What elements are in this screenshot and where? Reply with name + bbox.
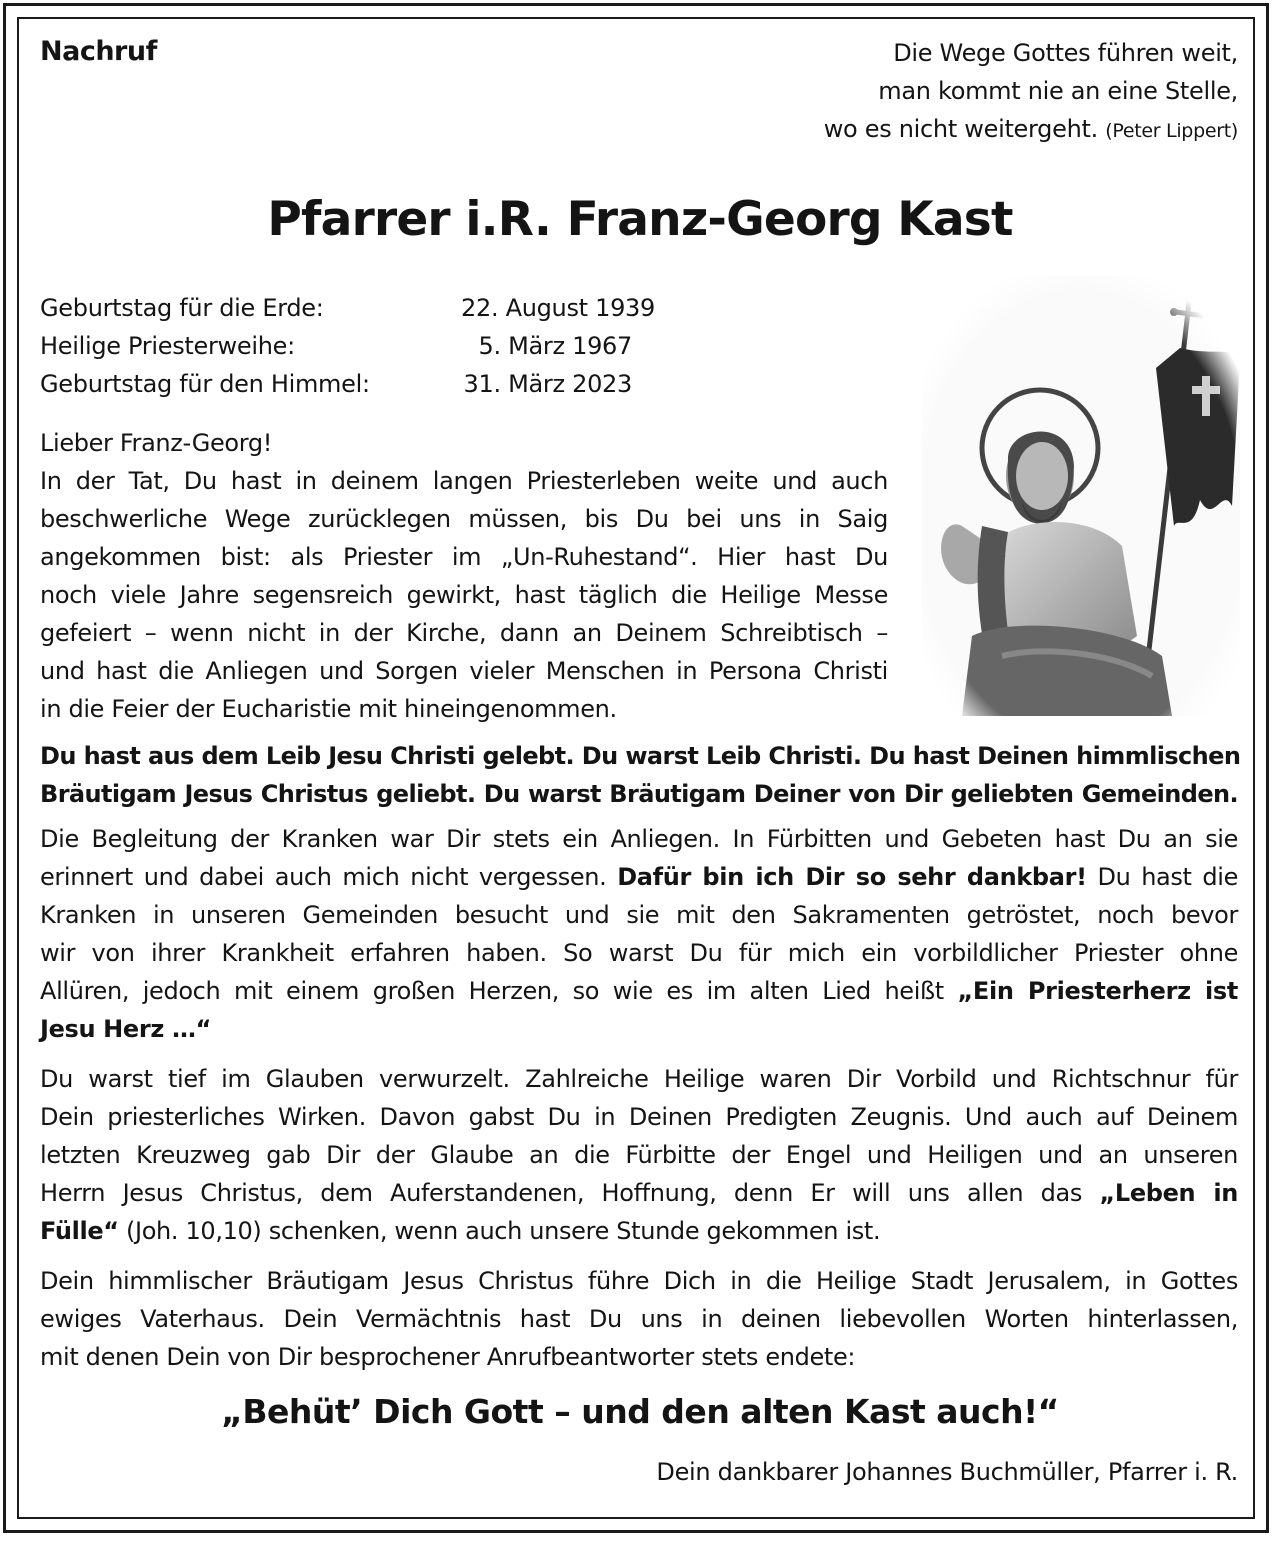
text-line: [40, 858, 1238, 896]
text-line: und hast die Anliegen und Sorgen vieler Menschen in Persona Christi: [40, 657, 888, 685]
text-line: Die Begleitung der Kranken war Dir stets ein Anliegen. In Fürbitten und Gebeten hast Du an sie: [40, 825, 1238, 853]
date-label: Heilige Priesterweihe:: [40, 332, 295, 360]
nachruf-label: Nachruf: [40, 36, 157, 67]
text-line: Dein himmlischer Bräutigam Jesus Christus führe Dich in die Heilige Stadt Jerusalem, in Gottes: [40, 1267, 1238, 1295]
text-line: Du hast aus dem Leib Jesu Christi gelebt. Du warst Leib Christi. Du hast Deinen himmlischen: [40, 742, 1241, 770]
bold-segment: „Leben in: [1099, 1179, 1238, 1207]
text-segment: Herrn Jesus Christus, dem Auferstandenen, Hoffnung, denn Er will uns allen das: [40, 1179, 1083, 1207]
text-line: wir von ihrer Krankheit erfahren haben. So warst Du für mich ein vorbildlicher Priester ohne: [40, 939, 1238, 967]
quote-author: (Peter Lippert): [1105, 120, 1238, 142]
quote-line: Die Wege Gottes führen weit,: [893, 39, 1238, 67]
date-row: [40, 327, 655, 365]
quote-line: man kommt nie an eine Stelle,: [878, 77, 1238, 105]
date-row: [40, 365, 655, 403]
salutation: Lieber Franz-Georg!: [40, 429, 272, 457]
text-line: [40, 972, 1238, 1010]
paragraph-intro: [40, 424, 888, 728]
text-segment: erinnert und dabei auch mich nicht vergessen.: [40, 863, 607, 891]
text-line: [40, 1010, 1238, 1048]
text-segment: Du hast die: [1097, 863, 1238, 891]
text-line: [40, 1212, 1238, 1250]
text-line: gefeiert – wenn nicht in der Kirche, dann an Deinem Schreibtisch –: [40, 619, 888, 647]
obituary-title: Pfarrer i.R. Franz-Georg Kast: [267, 192, 1013, 247]
text-line: mit denen Dein von Dir besprochener Anrufbeantworter stets endete:: [40, 1343, 856, 1371]
text-line: in die Feier der Eucharistie mit hineingenommen.: [40, 695, 617, 723]
paragraph-bold: [40, 737, 1241, 813]
text-line: Bräutigam Jesus Christus geliebt. Du warst Bräutigam Deiner von Dir geliebten Gemeinden.: [40, 780, 1238, 808]
risen-christ-with-banner-icon: [922, 276, 1240, 716]
paragraph-faith: [40, 1060, 1238, 1250]
text-line: angekommen bist: als Priester im „Un-Ruhestand“. Hier hast Du: [40, 543, 888, 571]
text-line: Du warst tief im Glauben verwurzelt. Zahlreiche Heilige waren Dir Vorbild und Richtschnur für: [40, 1065, 1238, 1093]
text-line: beschwerliche Wege zurücklegen müssen, bis Du bei uns in Saig: [40, 505, 888, 533]
bold-segment: Dafür bin ich Dir so sehr dankbar!: [617, 863, 1087, 891]
date-value: 31. März 2023: [463, 370, 632, 398]
signature-line: Dein dankbarer Johannes Buchmüller, Pfarrer i. R.: [656, 1458, 1238, 1486]
text-segment: Allüren, jedoch mit einem großen Herzen, so wie es im alten Lied heißt: [40, 977, 944, 1005]
date-label: Geburtstag für den Himmel:: [40, 370, 370, 398]
bold-segment: „Ein Priesterherz ist: [957, 977, 1238, 1005]
date-value: 5. März 1967: [478, 332, 632, 360]
text-line: Kranken in unseren Gemeinden besucht und sie mit den Sakramenten getröstet, noch bevor: [40, 901, 1238, 929]
text-line: ewiges Vaterhaus. Dein Vermächtnis hast Du uns in deinen liebevollen Worten hinterlassen,: [40, 1305, 1238, 1333]
text-line: noch viele Jahre segensreich gewirkt, hast täglich die Heilige Messe: [40, 581, 888, 609]
text-line: [40, 1174, 1238, 1212]
paragraph-farewell: [40, 1262, 1238, 1376]
date-row: [40, 289, 655, 327]
closing-quote: „Behüt’ Dich Gott – und den alten Kast auch!“: [221, 1392, 1059, 1431]
quote-line: wo es nicht weitergeht.: [823, 115, 1098, 143]
quote-line-last: [824, 110, 1238, 150]
date-value: 22. August 1939: [461, 294, 655, 322]
dates-block: [40, 289, 655, 403]
text-segment: (Joh. 10,10) schenken, wenn auch unsere Stunde gekommen ist.: [125, 1217, 881, 1245]
paragraph-sick-care: [40, 820, 1238, 1048]
bold-segment: Fülle“: [40, 1217, 119, 1245]
text-line: In der Tat, Du hast in deinem langen Priesterleben weite und auch: [40, 467, 888, 495]
text-line: Dein priesterliches Wirken. Davon gabst Du in Deinen Predigten Zeugnis. Und auch auf Deinem: [40, 1103, 1238, 1131]
bold-segment: Jesu Herz …“: [40, 1015, 212, 1043]
text-line: letzten Kreuzweg gab Dir der Glaube an die Fürbitte der Engel und Heiligen und an unseren: [40, 1141, 1238, 1169]
epigraph-quote: [824, 34, 1238, 150]
date-label: Geburtstag für die Erde:: [40, 294, 324, 322]
